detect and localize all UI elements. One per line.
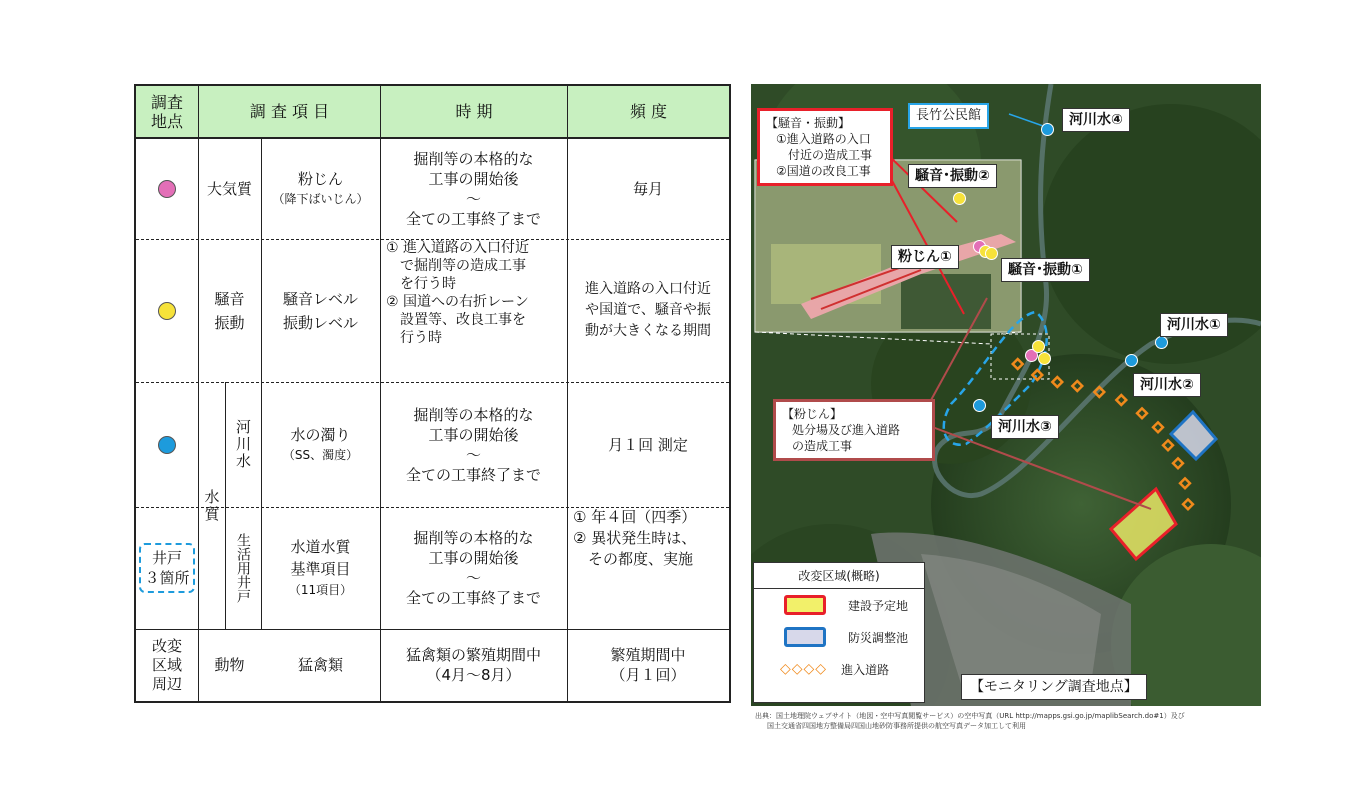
header-frequency: 頻 度 (568, 86, 729, 139)
label-river4: 河川水④ (1062, 108, 1130, 132)
well-location: 井戸 ３箇所 (139, 543, 194, 593)
air-item: 粉じん (297, 170, 343, 188)
well-frequency-1: ① 年４回（四季） (573, 508, 697, 526)
map-title: 【モニタリング調査地点】 (961, 674, 1147, 700)
animal-item: 猛禽類 (297, 656, 343, 674)
air-item-sub: （降下ばいじん） (272, 192, 369, 206)
callout-noise-title: 【騒音・振動】 (766, 116, 851, 130)
label-noise1: 騒音･振動① (1001, 258, 1090, 282)
noise-point-lower-b (1038, 352, 1051, 365)
animal-location: 改変 区域 周辺 (151, 636, 182, 693)
well-frequency-2: ② 異状発生時は、 その都度、実施 (573, 529, 697, 568)
river-sub: 河川水 (234, 419, 252, 470)
well-sub: 生活用井戸 (235, 533, 251, 603)
callout-noise-line2: 付近の造成工事 (788, 148, 873, 162)
river4-point (1041, 123, 1054, 136)
animal-frequency: 繁殖期間中 （月１回） (610, 646, 686, 684)
label-noise2: 騒音･振動② (908, 164, 997, 188)
survey-table (134, 84, 731, 703)
legend-pond-swatch (784, 627, 826, 647)
river-item: 水の濁り (290, 425, 351, 444)
header-items: 調 査 項 目 (199, 86, 381, 139)
river1-point (1155, 336, 1168, 349)
header-period: 時 期 (381, 86, 568, 139)
header-location: 調査 地点 (136, 86, 199, 139)
noise-period-1: ① 進入道路の入口付近 で掘削等の造成工事 を行う時 (386, 240, 530, 292)
legend-construction-label: 建設予定地 (848, 598, 909, 613)
well-period: 掘削等の本格的な 工事の開始後 ～ 全ての工事終了まで (405, 529, 541, 607)
callout-dust-title: 【粉じん】 (782, 407, 843, 421)
label-river3: 河川水③ (991, 415, 1059, 439)
animal-category: 動物 (214, 656, 245, 674)
callout-dust-line2: の造成工事 (792, 439, 853, 453)
legend-road-swatch: ◇◇◇◇ (780, 661, 828, 677)
callout-noise-line3: ②国道の改良工事 (776, 164, 871, 178)
noise-category: 騒音 振動 (214, 289, 245, 332)
river-period: 掘削等の本格的な 工事の開始後 ～ 全ての工事終了まで (405, 405, 541, 484)
label-dust1: 粉じん① (891, 245, 959, 269)
noise-frequency: 進入道路の入口付近 や国道で、騒音や振 動が大きくなる期間 (585, 281, 711, 339)
callout-dust (773, 399, 935, 461)
noise2-point (953, 192, 966, 205)
air-period: 掘削等の本格的な 工事の開始後 ～ 全ての工事終了まで (405, 150, 541, 228)
water-group-label: 水質 (202, 488, 221, 523)
footnote-line1: 出典：国土地理院ウェブサイト（地図・空中写真閲覧サービス）の空中写真（URL http://mapps.gsi.go.jp/maplibSearch.do#1）及び (755, 712, 1185, 720)
callout-noise-line1: ①進入道路の入口 (776, 132, 871, 146)
legend-pond-label: 防災調整池 (848, 630, 909, 645)
source-footnote (755, 711, 1185, 731)
noise-item: 騒音レベル 振動レベル (282, 289, 358, 332)
river3-point (973, 399, 986, 412)
legend-construction-swatch (784, 595, 826, 615)
air-category: 大気質 (206, 180, 252, 198)
well-item: 水道水質 基準項目 (290, 538, 351, 578)
map-legend (753, 562, 925, 703)
animal-period: 猛禽類の繁殖期間中 （4月～8月） (405, 646, 541, 684)
well-item-sub: （11項目） (288, 583, 353, 597)
noise-period-2: ② 国道への右折レーン 設置等、改良工事を 行う時 (386, 294, 529, 346)
legend-title: 改変区域(概略) (754, 563, 924, 589)
air-marker-dot (158, 180, 176, 198)
river-marker-dot (158, 436, 176, 454)
noise1-point-b (985, 247, 998, 260)
aerial-map (751, 84, 1261, 706)
river2-point (1125, 354, 1138, 367)
noise-marker-dot (158, 302, 176, 320)
callout-noise (757, 108, 893, 186)
air-frequency: 毎月 (632, 180, 663, 198)
river-item-sub: （SS、濁度） (282, 447, 359, 462)
label-community-hall: 長竹公民館 (908, 103, 989, 129)
callout-dust-line1: 処分場及び進入道路 (792, 423, 901, 437)
legend-road-label: 進入道路 (841, 662, 890, 677)
river-frequency: 月１回 測定 (608, 435, 688, 454)
footnote-line2: 国土交通省四国地方整備局四国山地砂防事務所提供の航空写真データ加工して利用 (767, 722, 1026, 730)
label-river2: 河川水② (1133, 373, 1201, 397)
label-river1: 河川水① (1160, 313, 1228, 337)
